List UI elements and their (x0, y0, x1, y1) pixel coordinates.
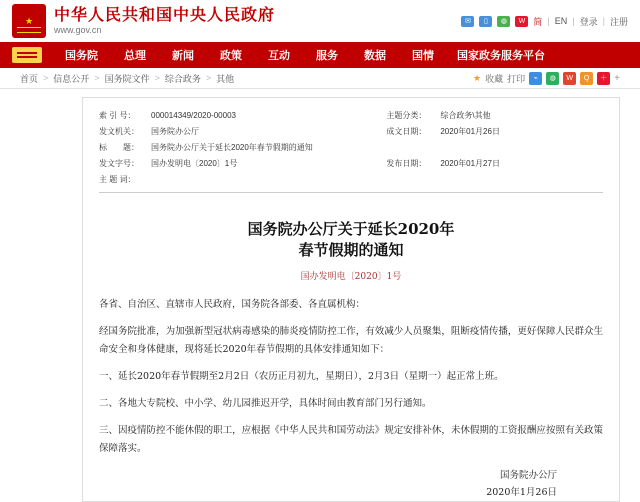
nav-item-zongli[interactable]: 总理 (124, 49, 146, 62)
nav-item-shuju[interactable]: 数据 (364, 49, 386, 62)
breadcrumb-item-general-affairs[interactable]: 综合政务 (164, 73, 201, 84)
weibo-icon[interactable]: W (515, 16, 528, 27)
lang-link-en[interactable]: EN (554, 16, 568, 26)
divider: | (547, 16, 550, 26)
breadcrumb-item-home[interactable]: 首页 (20, 73, 39, 84)
breadcrumb-actions (473, 72, 620, 85)
lang-link-simplified[interactable]: 简 (533, 16, 543, 27)
meta-value-category: 综合政务\其他 (440, 111, 491, 120)
emblem-star-icon: ★ (24, 15, 34, 26)
wechat-icon[interactable]: ◍ (497, 16, 510, 27)
meta-value-keywords (151, 172, 603, 188)
doc-title-line2: 春节假期的通知 (298, 241, 404, 259)
nav-item-guoqing[interactable]: 国情 (412, 49, 434, 62)
site-title (54, 6, 275, 36)
meta-label-category: 主题分类： (386, 111, 427, 120)
meta-value-written-date: 2020年01月26日 (440, 127, 500, 136)
doc-title-line1: 国务院办公厅关于延长2020年 (247, 220, 455, 238)
nav-item-service-platform[interactable]: 国家政务服务平台 (457, 49, 545, 62)
meta-divider (99, 192, 603, 193)
left-gutter (20, 97, 82, 502)
main-nav (0, 42, 640, 68)
breadcrumb-separator: > (154, 73, 160, 83)
register-link[interactable]: 注册 (609, 16, 628, 27)
breadcrumb (0, 68, 640, 89)
divider: | (572, 16, 575, 26)
signature-org: 国务院办公厅 (499, 470, 557, 481)
table-row (99, 172, 603, 188)
meta-label-keywords: 主 题 词： (99, 175, 136, 184)
share-icon[interactable]: ⌁ (529, 72, 542, 85)
doc-paragraph-item1: 一、延长2020年春节假期至2月2日（农历正月初九，星期日），2月3日（星期一）起正常上班。 (99, 371, 504, 382)
meta-label-docnumber: 发文字号： (99, 159, 139, 168)
nav-item-zhengce[interactable]: 政策 (220, 49, 242, 62)
nav-item-guowuyuan[interactable]: 国务院 (65, 49, 98, 62)
breadcrumb-item-disclosure[interactable]: 信息公开 (53, 73, 90, 84)
breadcrumb-separator: > (43, 73, 49, 83)
print-button[interactable]: 打印 (507, 73, 526, 84)
table-row (99, 124, 603, 140)
breadcrumb-separator: > (94, 73, 100, 83)
more-share-icon[interactable]: ＋ (597, 72, 610, 85)
mail-icon[interactable]: ✉ (461, 16, 474, 27)
star-icon[interactable]: ★ (473, 72, 482, 83)
national-emblem-icon (12, 4, 46, 38)
site-title-en: www.gov.cn (54, 25, 102, 35)
breadcrumb-separator: > (205, 73, 212, 83)
qq-share-icon[interactable]: Q (580, 72, 593, 85)
breadcrumb-item-documents[interactable]: 国务院文件 (104, 73, 150, 84)
meta-value-issuer: 国务院办公厅 (151, 127, 199, 136)
site-header (0, 0, 640, 42)
table-row (99, 156, 603, 172)
doc-paragraph-salutation: 各省、自治区、直辖市人民政府，国务院各部委、各直属机构： (99, 299, 366, 310)
table-row (99, 140, 603, 156)
content-area (0, 89, 640, 502)
page-title (99, 219, 603, 261)
divider: | (602, 16, 605, 26)
document-meta-table (99, 108, 603, 188)
breadcrumb-item-other[interactable]: 其他 (216, 73, 235, 84)
meta-label-publish-date: 发布日期： (386, 159, 427, 168)
doc-signature (99, 467, 603, 501)
doc-paragraph-item2: 二、各地大专院校、中小学、幼儿园推迟开学，具体时间由教育部门另行通知。 (99, 398, 432, 409)
nav-item-xinwen[interactable]: 新闻 (172, 49, 194, 62)
nav-logo-icon (12, 47, 42, 63)
meta-value-publish-date: 2020年01月27日 (440, 159, 500, 168)
weibo-share-icon[interactable]: W (563, 72, 576, 85)
wechat-share-icon[interactable]: ◍ (546, 72, 559, 85)
doc-number: 国办发明电〔2020〕1号 (300, 272, 402, 282)
site-title-cn: 中华人民共和国中央人民政府 (54, 5, 276, 24)
header-utility-links (461, 15, 628, 28)
meta-label-title: 标 题： (99, 143, 139, 152)
login-link[interactable]: 登录 (579, 16, 598, 27)
meta-value-docnumber: 国办发明电〔2020〕1号 (151, 159, 238, 168)
meta-value-index: 000014349/2020-00003 (151, 111, 236, 120)
meta-label-issuer: 发文机关： (99, 127, 139, 136)
favorite-button[interactable]: 收藏 (485, 73, 504, 84)
table-row (99, 108, 603, 124)
nav-item-fuwu[interactable]: 服务 (316, 49, 338, 62)
meta-value-title: 国务院办公厅关于延长2020年春节假期的通知 (151, 143, 313, 152)
doc-paragraph-item3: 三、因疫情防控不能休假的职工，应根据《中华人民共和国劳动法》规定安排补休，未休假期的工资报酬应按照有关政策保障落实。 (99, 425, 603, 454)
nav-item-hudong[interactable]: 互动 (268, 49, 290, 62)
document-card (82, 97, 620, 502)
share-plus-icon[interactable]: + (614, 72, 620, 84)
meta-label-written-date: 成文日期： (386, 127, 427, 136)
meta-label-index: 索 引 号： (99, 111, 136, 120)
signature-date: 2020年1月26日 (486, 487, 557, 498)
doc-paragraph-intro: 经国务院批准，为加强新型冠状病毒感染的肺炎疫情防控工作，有效减少人员聚集，阻断疫情传播，更好保障人民群众生命安全和身体健康，现将延长2020年春节假期的具体安排通知如下： (99, 326, 603, 355)
mobile-icon[interactable]: ▯ (479, 16, 492, 27)
